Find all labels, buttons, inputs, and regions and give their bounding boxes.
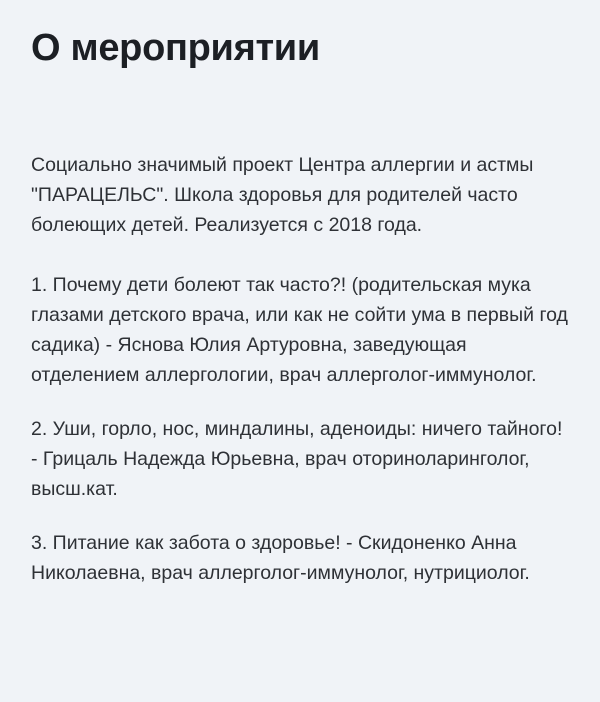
talk-item-2: 2. Уши, горло, нос, миндалины, аденоиды: ничего тайного! - Грицаль Надежда Юрьевна, врач оториноларинголог, высш.кат. [31, 418, 563, 500]
talk-item-3: 3. Питание как забота о здоровье! - Скидоненко Анна Николаевна, врач аллерголог-иммунолог, нутрициолог. [31, 532, 530, 584]
talk-item-1: 1. Почему дети болеют так часто?! (родительская мука глазами детского врача, или как не сойти ума в первый год садика) - Яснова Юлия Артуровна, заведующая отделением аллергологии, врач аллерголог-иммунолог. [31, 274, 568, 386]
event-description [31, 150, 570, 588]
section-title: О мероприятии [31, 27, 320, 69]
project-intro-paragraph: Социально значимый проект Центра аллергии и астмы "ПАРАЦЕЛЬС". Школа здоровья для родителей часто болеющих детей. Реализуется с 2018 года. [31, 154, 534, 236]
